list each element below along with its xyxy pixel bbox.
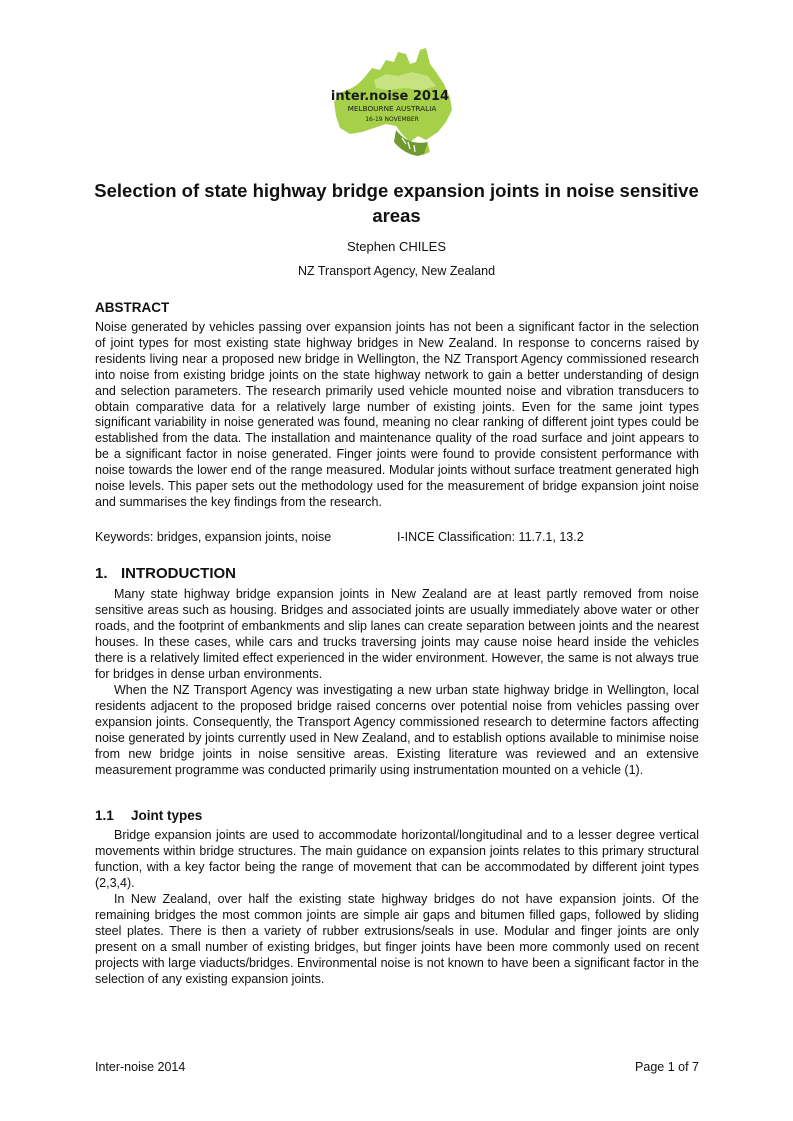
section-1-1-number: 1.1 <box>95 808 114 823</box>
australia-map-icon <box>324 46 459 162</box>
section-1-heading <box>95 565 236 582</box>
logo-brand: inter.noise 2014 <box>330 89 450 104</box>
conference-logo <box>324 46 459 162</box>
section-1-1-title: Joint types <box>131 808 203 823</box>
section-1-paragraph-2: When the NZ Transport Agency was investigating a new urban state highway bridge in Wellington, local residents adjacent to the proposed bridge raised concerns over potential noise from vehicles passing over expansion joints. Consequently, the Transport Agency commissioned research to determine factors affecting noise generated by joints currently used in New Zealand, and to establish options available to minimise noise from new bridge joints in noise sensitive areas. Existing literature was reviewed and an extensive measurement programme was conducted primarily using instrumentation mounted on a vehicle (1). <box>95 683 699 777</box>
footer-conference: Inter-noise 2014 <box>95 1060 186 1074</box>
section-1-title: INTRODUCTION <box>121 565 236 582</box>
classification: I-INCE Classification: 11.7.1, 13.2 <box>397 530 584 544</box>
abstract-text: Noise generated by vehicles passing over expansion joints has not been a significant factor in the selection of joint types for most existing state highway bridges in New Zealand. In response to concerns raised by residents living near a proposed new bridge in Wellington, the NZ Transport Agency commissioned research into noise from existing bridge joints on the state highway network to gain a better understanding of design and selection parameters. The research primarily used vehicle mounted noise and vibration transducers to obtain comparative data for a relatively large number of existing joints. Even for the same joint types significant variability in noise generated was found, meaning no clear ranking of different joint types could be established from the data. The installation and maintenance quality of the road surface and joint appears to be a significant factor in noise generated. Finger joints were found to provide consistent performance with noise towards the lower end of the range measured. Modular joints without surface treatment generated high noise levels. This paper sets out the methodology used for the measurement of bridge expansion joint noise and summarises the key findings from the research. <box>95 320 699 509</box>
section-1-number: 1. <box>95 565 108 582</box>
keywords: Keywords: bridges, expansion joints, noise <box>95 530 332 544</box>
author-affiliation: NZ Transport Agency, New Zealand <box>297 264 496 278</box>
section-1-1-heading <box>95 808 202 823</box>
author-name: Stephen CHILES <box>346 239 446 254</box>
section-1-1-paragraph-1: Bridge expansion joints are used to accommodate horizontal/longitudinal and to a lesser degree vertical movements within bridge structures. The main guidance on expansion joints relates to this primary structural function, with a key factor being the range of movement that can be accommodated by different joint types (2,3,4). <box>95 828 699 890</box>
logo-location: MELBOURNE AUSTRALIA <box>347 104 437 113</box>
paper-title: Selection of state highway bridge expansion joints in noise sensitive areas <box>94 180 699 226</box>
section-1-1-paragraph-2: In New Zealand, over half the existing state highway bridges do not have expansion joints. Of the remaining bridges the most common joints are simple air gaps and bitumen filled gaps, followed by sliding steel plates. There is then a variety of rubber extrusions/seals in use. Modular and finger joints are only present on a small number of existing bridges, but finger joints have been more commonly used on recent projects with large viaducts/bridges. Environmental noise is not known to have been a significant factor in the selection of any existing expansion joints. <box>95 892 699 986</box>
abstract-heading: ABSTRACT <box>95 300 170 315</box>
logo-dates: 16-19 NOVEMBER <box>365 116 419 123</box>
section-1-paragraph-1: Many state highway bridge expansion joints in New Zealand are at least partly removed from noise sensitive areas such as housing. Bridges and associated joints are usually immediately above water or other roads, and the footprint of embankments and slip lanes can create separation between joints and the nearest houses. In these cases, while cars and trucks traversing joints may cause noise heard inside the vehicles there is a relatively limited effect experienced in the wider environment. However, the same is not always true for bridges in dense urban environments. <box>95 587 699 681</box>
footer-page-number: Page 1 of 7 <box>635 1060 699 1074</box>
